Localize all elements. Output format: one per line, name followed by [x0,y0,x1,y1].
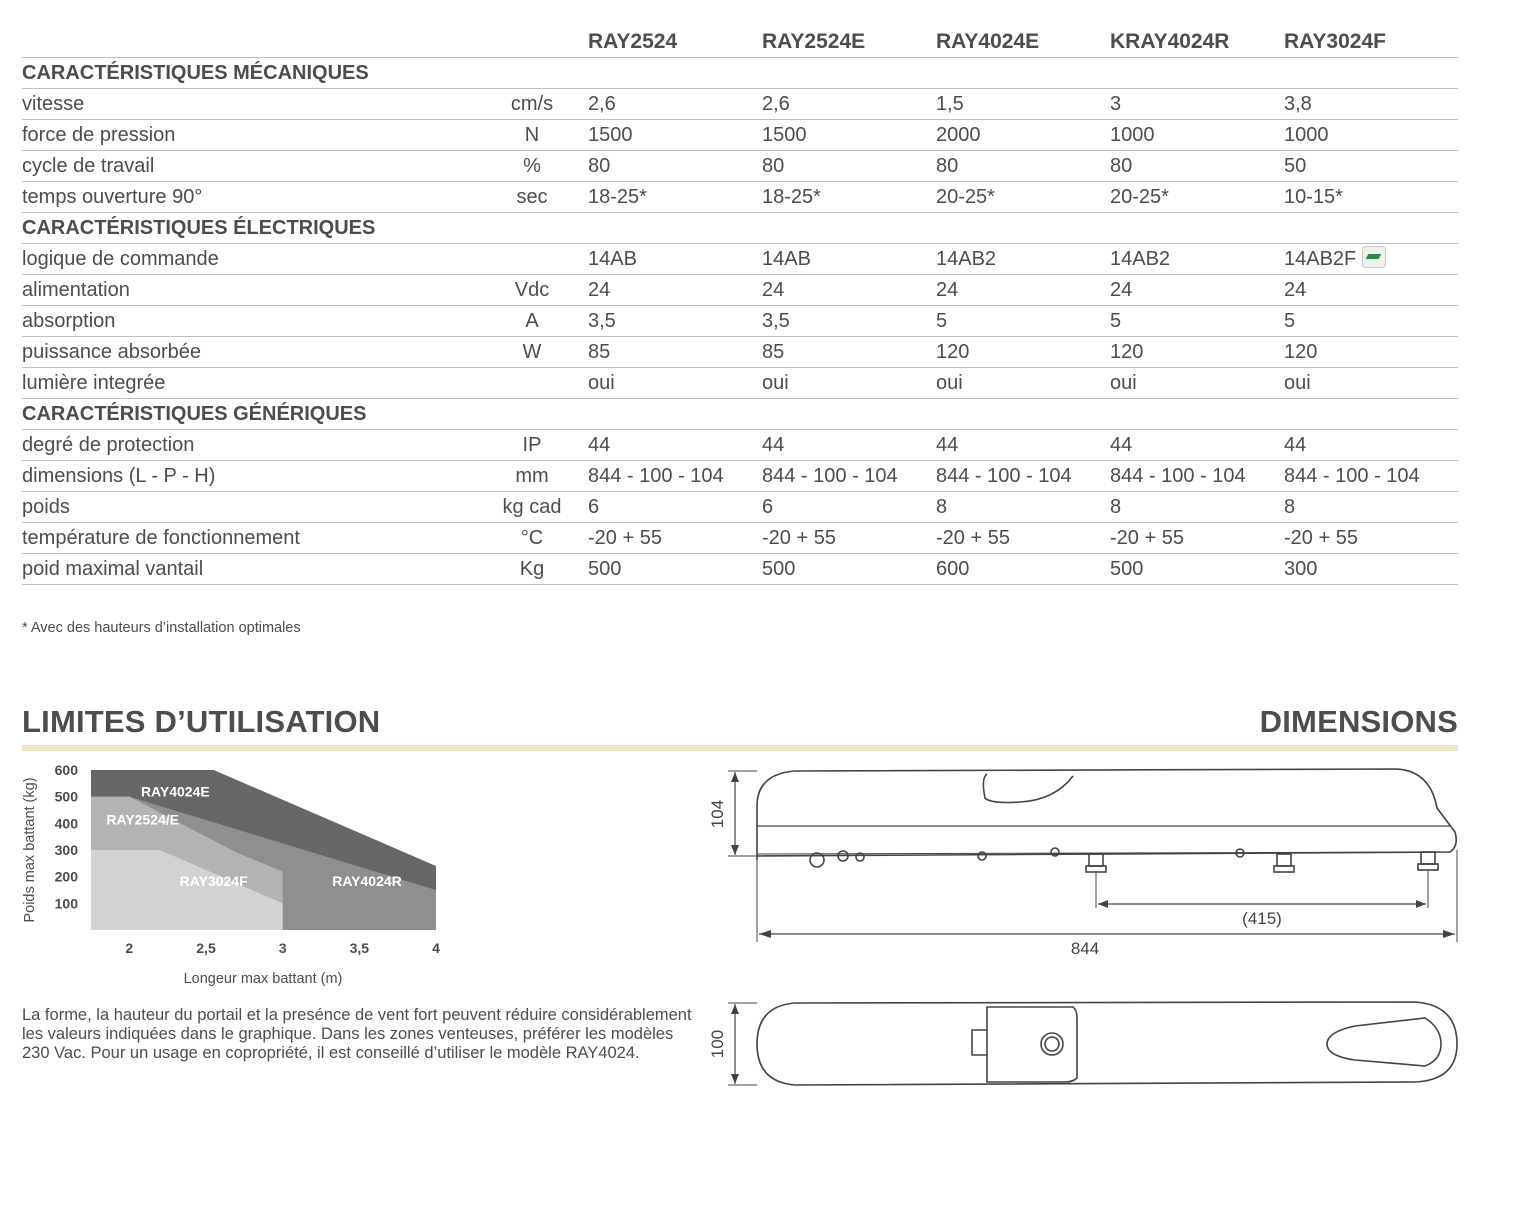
value-text: -20 + 55 [1110,527,1184,549]
row-unit: % [523,155,541,177]
value-text: 1500 [762,124,807,146]
value-text: 300 [1284,558,1318,580]
row-value [588,554,621,584]
value-text: 24 [1110,279,1133,301]
value-text: 3,5 [762,310,790,332]
row-value [1110,151,1132,181]
model-header: RAY2524E [762,30,866,53]
row-value [1284,554,1317,584]
y-tick-label: 500 [54,788,78,805]
usage-limits-chart [16,760,456,990]
value-text: 1000 [1110,124,1155,146]
row-value [588,492,599,522]
row-value [1110,492,1121,522]
table-row [22,244,1458,275]
row-value [762,275,784,305]
row-value [588,523,662,553]
value-text: 2,6 [762,93,790,115]
model-header: RAY2524 [588,30,678,53]
value-text: 24 [762,279,785,301]
row-unit: sec [516,186,548,208]
dimension-drawing [695,760,1470,1100]
row-value [1284,430,1306,460]
value-text: -20 + 55 [936,527,1010,549]
row-value [588,368,615,398]
row-value [1110,182,1169,212]
row-value [588,430,610,460]
row-value [936,368,963,398]
value-text: oui [936,372,963,394]
value-text: 8 [1284,496,1296,518]
row-value [1110,461,1246,491]
value-text: 500 [588,558,622,580]
value-text: 14AB2 [1110,248,1171,270]
row-value [1284,461,1420,491]
row-value [1284,523,1358,553]
table-row [22,306,1458,337]
row-value [762,523,836,553]
value-text: 1500 [588,124,633,146]
row-value [936,337,969,367]
section-row [22,58,1458,89]
value-text: 85 [762,341,785,363]
value-text: 1,5 [936,93,964,115]
series-label: RAY4024R [332,873,402,889]
row-value [936,244,996,274]
row-value [762,337,784,367]
value-text: 844 - 100 - 104 [1284,465,1420,487]
value-text: 18-25* [762,186,821,208]
value-text: 3,5 [588,310,616,332]
value-text: 3 [1110,93,1122,115]
value-text: 85 [588,341,611,363]
section-title: CARACTÉRISTIQUES GÉNÉRIQUES [22,403,367,425]
row-value [936,554,969,584]
row-value [762,368,789,398]
value-text: -20 + 55 [588,527,662,549]
row-value [762,244,811,274]
section-row [22,213,1458,244]
value-text: oui [762,372,789,394]
row-unit: kg cad [502,496,562,518]
value-text: oui [588,372,615,394]
value-text: 3,8 [1284,93,1312,115]
table-row [22,120,1458,151]
row-value [1110,337,1143,367]
value-text: 8 [1110,496,1122,518]
row-label: vitesse [22,93,85,115]
y-tick-label: 400 [54,815,78,832]
value-text: 80 [588,155,611,177]
row-label: force de pression [22,124,176,146]
value-text: 80 [936,155,959,177]
row-value [762,461,898,491]
row-value [588,275,610,305]
value-text: 44 [936,434,959,456]
row-value [588,337,610,367]
usage-note: La forme, la hauteur du portail et la presénce de vent fort peuvent réduire considérablement les valeurs indiquées dans le graphique. Dans les zones venteuses, préférer les modèles 230 Vac. Pour un usage en copropriété, il est conseillé d’utiliser le modèle RAY4024. [22,1006,692,1062]
row-value [1284,151,1306,181]
table-row [22,368,1458,399]
value-text: 2000 [936,124,981,146]
row-value [588,244,637,274]
row-value [1110,275,1132,305]
row-unit: W [522,341,542,363]
row-value [936,182,995,212]
row-value [1110,306,1121,336]
row-label: poids [22,496,70,518]
x-tick-label: 3,5 [349,940,370,956]
row-value [936,306,947,336]
row-label: cycle de travail [22,155,155,177]
value-text: 5 [1110,310,1122,332]
row-label: alimentation [22,279,130,301]
section-title: CARACTÉRISTIQUES ÉLECTRIQUES [22,217,376,239]
value-text: 80 [1110,155,1133,177]
value-text: -20 + 55 [1284,527,1358,549]
value-text: 24 [588,279,611,301]
row-label: température de fonctionnement [22,527,300,549]
value-text: 14AB2F [1284,248,1357,270]
value-text: 24 [936,279,959,301]
x-tick-label: 2,5 [196,940,216,956]
value-text: 844 - 100 - 104 [1110,465,1246,487]
row-value [936,120,981,150]
spacing-dimension-label: (415) [1242,909,1282,928]
section-title: CARACTÉRISTIQUES MÉCANIQUES [22,62,369,84]
footnote: * Avec des hauteurs d’installation optimales [22,620,301,636]
value-text: 44 [762,434,785,456]
row-value [1284,306,1295,336]
value-text: 500 [1110,558,1144,580]
row-value [1110,430,1132,460]
value-text: 24 [1284,279,1307,301]
row-label: logique de commande [22,248,219,270]
row-unit: cm/s [510,93,554,115]
value-text: 120 [1284,341,1318,363]
table-row [22,430,1458,461]
table-row [22,492,1458,523]
section-divider [22,745,1458,751]
row-label: temps ouverture 90° [22,186,203,208]
table-header-row [22,26,1458,58]
value-text: 8 [936,496,948,518]
row-label: puissance absorbée [22,341,202,363]
y-tick-label: 300 [54,842,78,858]
series-label: RAY2524/E [106,811,179,828]
row-value [936,430,958,460]
value-text: oui [1110,372,1137,394]
row-value [588,89,616,119]
row-value [1110,554,1143,584]
row-label: poid maximal vantail [22,558,204,580]
row-label: degré de protection [22,434,195,456]
row-value [1110,120,1155,150]
value-text: 120 [936,341,970,363]
row-value [762,182,821,212]
value-text: 6 [762,496,774,518]
x-tick-label: 4 [432,940,440,956]
row-value [936,461,1072,491]
row-value [1110,244,1170,274]
value-text: 1000 [1284,124,1329,146]
value-text: 844 - 100 - 104 [762,465,898,487]
row-value [762,89,790,119]
row-unit: A [525,310,539,332]
row-value [936,275,958,305]
row-unit: N [524,124,540,146]
row-value [1284,492,1295,522]
flag-icon [1362,246,1386,268]
operator-side-view [757,769,1456,860]
value-text: 5 [936,310,948,332]
value-text: 44 [1110,434,1133,456]
y-tick-label: 600 [54,762,78,778]
spec-table [22,26,1458,585]
row-unit: mm [515,465,549,487]
row-unit: IP [522,434,542,456]
value-text: 10-15* [1284,186,1343,208]
x-axis-title: Longeur max battant (m) [183,971,343,987]
row-value [936,492,947,522]
value-text: 500 [762,558,796,580]
row-value [588,461,724,491]
table-row [22,337,1458,368]
value-text: 2,6 [588,93,616,115]
row-value [1284,337,1317,367]
value-text: 14AB2 [936,248,997,270]
value-text: 44 [588,434,611,456]
section-row [22,399,1458,430]
row-label: absorption [22,310,116,332]
value-text: 844 - 100 - 104 [936,465,1072,487]
y-tick-label: 100 [54,895,78,912]
row-value [762,492,773,522]
row-value [588,151,610,181]
height-dimension-label: 104 [708,799,727,829]
value-text: 14AB [588,248,637,270]
row-value [762,151,784,181]
model-header: RAY4024E [936,30,1040,53]
row-value [1110,523,1184,553]
row-value [936,89,964,119]
row-value [588,120,633,150]
row-value [762,306,790,336]
operator-top-view [757,1002,1457,1085]
row-label: lumière integrée [22,372,166,394]
row-value [1284,368,1311,398]
value-text: 6 [588,496,600,518]
row-value [762,554,795,584]
value-text: 18-25* [588,186,647,208]
row-unit: °C [520,527,544,549]
dimensions-heading: DIMENSIONS [1259,704,1458,739]
table-row [22,89,1458,120]
row-value [588,182,647,212]
row-value [1284,275,1306,305]
value-text: 20-25* [936,186,995,208]
row-value [1110,368,1137,398]
row-value [762,120,807,150]
x-tick-label: 3 [278,940,287,956]
value-text: 50 [1284,155,1307,177]
value-text: 80 [762,155,785,177]
table-row [22,523,1458,554]
row-value [588,306,616,336]
series-label: RAY3024F [179,873,248,889]
value-text: 14AB [762,248,811,270]
row-value [1284,89,1312,119]
y-tick-label: 200 [54,868,78,885]
row-value [936,523,1010,553]
value-text: 5 [1284,310,1296,332]
row-value [1110,89,1121,119]
row-value [936,151,958,181]
value-text: 600 [936,558,970,580]
value-text: 844 - 100 - 104 [588,465,724,487]
table-row [22,554,1458,585]
x-tick-label: 2 [125,940,134,956]
row-value [1284,244,1386,274]
table-row [22,182,1458,213]
row-unit: Vdc [514,279,550,301]
table-row [22,151,1458,182]
value-text: 20-25* [1110,186,1169,208]
row-value [1284,120,1329,150]
model-header: RAY3024F [1284,30,1386,53]
value-text: 44 [1284,434,1307,456]
length-dimension-label: 844 [1070,939,1100,958]
row-value [762,430,784,460]
y-axis-title: Poids max battant (kg) [22,777,38,923]
row-unit: Kg [519,558,545,580]
row-value [1284,182,1343,212]
value-text: -20 + 55 [762,527,836,549]
model-header: KRAY4024R [1110,30,1230,53]
limits-heading: LIMITES D’UTILISATION [22,704,381,739]
table-row [22,275,1458,306]
value-text: 120 [1110,341,1144,363]
value-text: oui [1284,372,1311,394]
depth-dimension-label: 100 [708,1029,727,1059]
table-row [22,461,1458,492]
series-label: RAY4024E [140,783,210,800]
row-label: dimensions (L - P - H) [22,465,216,487]
